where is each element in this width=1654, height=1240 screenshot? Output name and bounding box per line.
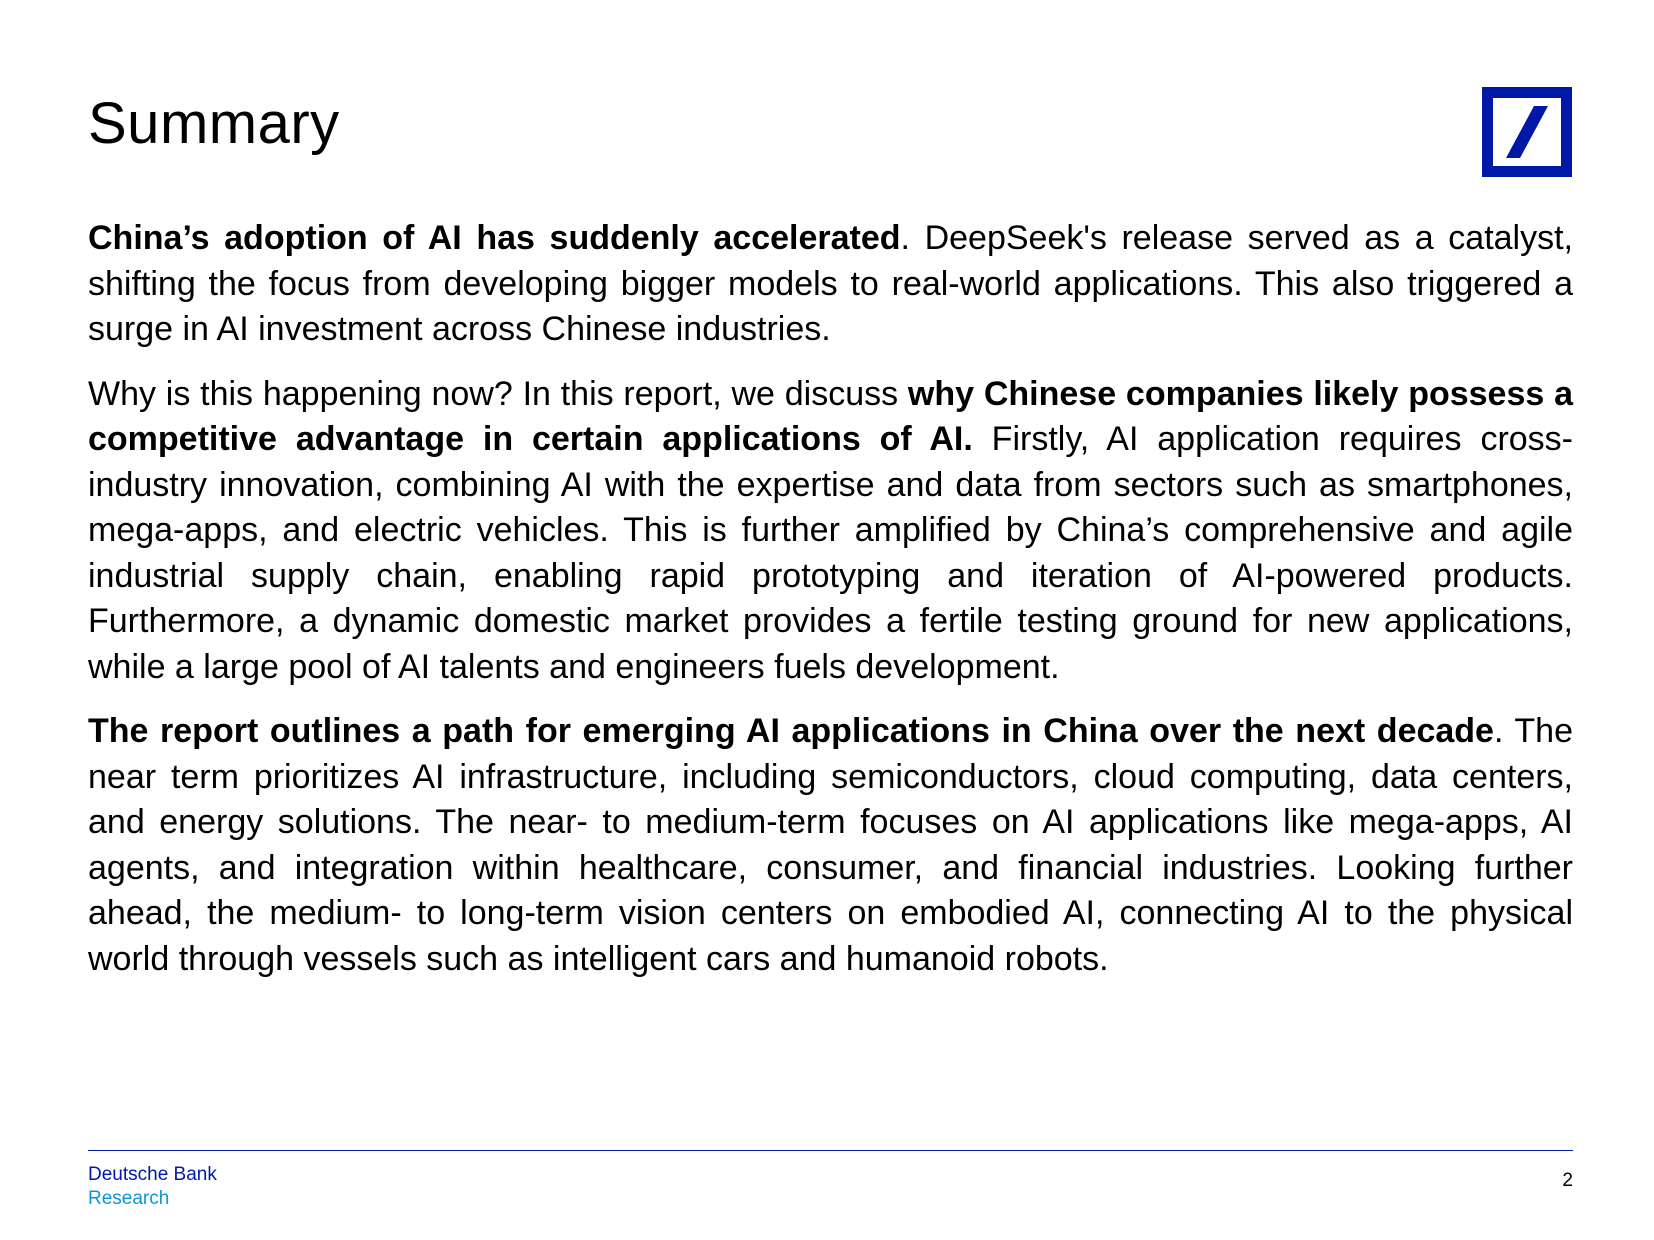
- page-title: Summary: [88, 91, 340, 156]
- footer-divider: [88, 1150, 1573, 1151]
- paragraph-text: . DeepSeek's release served as a catalyst, shifting the focus from developing bigger models to real-world applications. This also triggered a surge in AI investment across Chinese industries.: [88, 219, 1573, 348]
- paragraph-text: . The near term prioritizes AI infrastructure, including semiconductors, cloud computing, data centers, and energy solutions. The near- to medium-term focuses on AI applications like mega-apps, AI agents, and integration within healthcare, consumer, and financial industries. Looking further ahead, the medium- to long-term vision centers on embodied AI, connecting AI to the physical world through vessels such as intelligent cars and humanoid robots.: [88, 712, 1573, 978]
- summary-body: [88, 216, 1573, 1001]
- footer-brand-name: Deutsche Bank: [88, 1164, 217, 1185]
- paragraph-text: Firstly, AI application requires cross-industry innovation, combining AI with the expertise and data from sectors such as smartphones, mega-apps, and electric vehicles. This is further amplified by China’s comprehensive and agile industrial supply chain, enabling rapid prototyping and iteration of AI-powered products. Furthermore, a dynamic domestic market provides a fertile testing ground for new applications, while a large pool of AI talents and engineers fuels development.: [88, 420, 1573, 686]
- paragraph-intro: Why is this happening now? In this report, we discuss: [88, 374, 908, 413]
- page-number: 2: [1562, 1170, 1573, 1191]
- paragraph-lead-bold: The report outlines a path for emerging AI applications in China over the next decade: [88, 712, 1494, 750]
- paragraph-competitive-advantage: [88, 372, 1573, 691]
- paragraph-ai-adoption: [88, 216, 1573, 353]
- paragraph-bold: why Chinese companies likely possess a competitive advantage in certain applications of AI.: [88, 374, 1573, 458]
- footer-brand-division: Research: [88, 1188, 170, 1209]
- paragraph-path-outline: [88, 709, 1573, 982]
- paragraph-lead-bold: China’s adoption of AI has suddenly accelerated: [88, 219, 901, 257]
- deutsche-bank-logo-icon: [1482, 87, 1572, 177]
